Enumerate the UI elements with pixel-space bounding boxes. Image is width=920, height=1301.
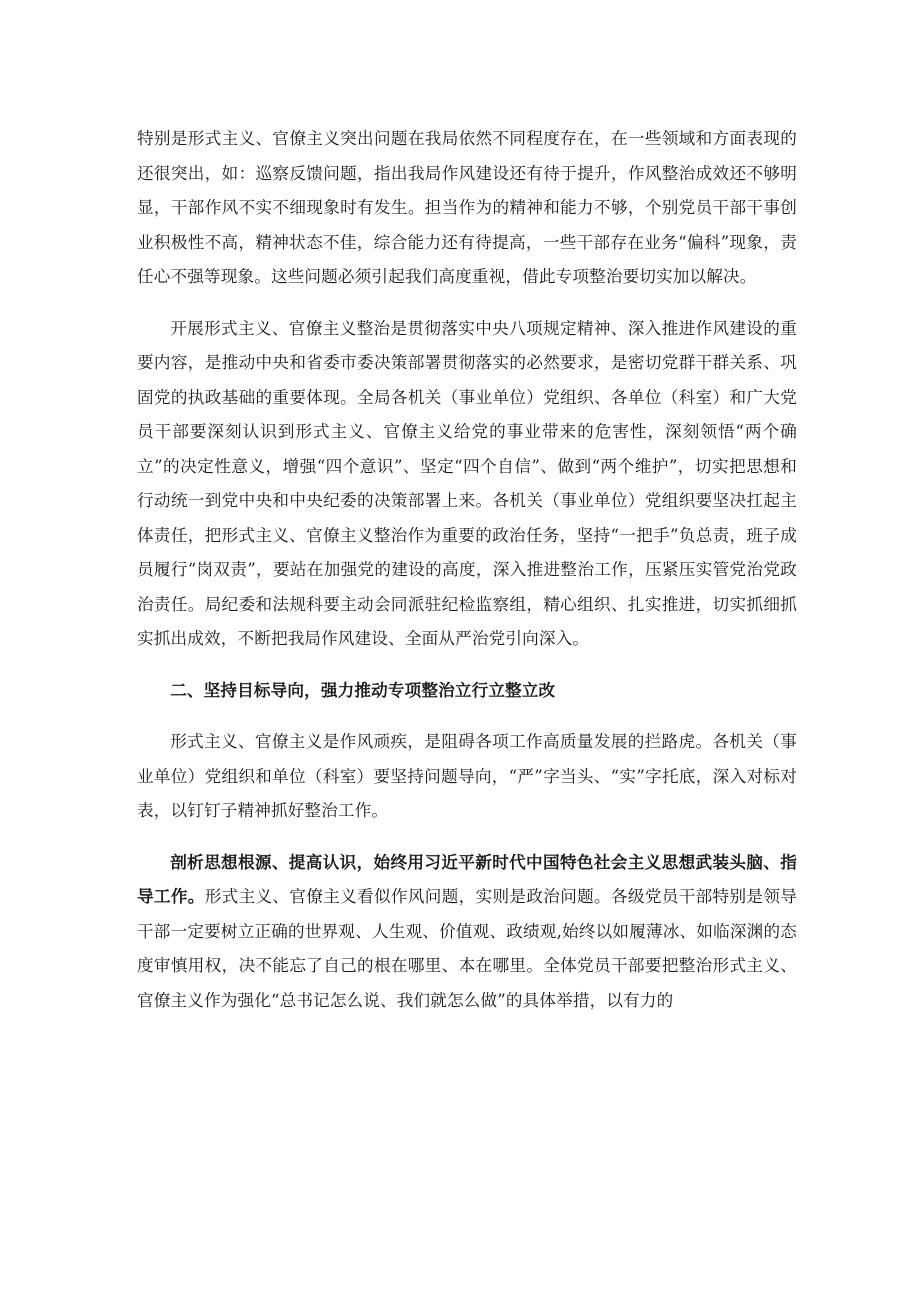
paragraph-3: 形式主义、官僚主义是作风顽疾，是阻碍各项工作高质量发展的拦路虎。各机关（事业单位）党组织和单位（科室）要坚持问题导向，“严”字当头、“实”字托底，深入对标对表，以钉钉子精神抓好整治工作。 (137, 732, 797, 820)
paragraph-4-lead: 剖析思想根源、提高认识，始终用习近平新时代中国特色社会主义思想武装头脑、指导工作。 (137, 852, 797, 906)
paragraph-4 (137, 846, 797, 1019)
paragraph-2: 开展形式主义、官僚主义整治是贯彻落实中央八项规定精神、深入推进作风建设的重要内容，是推动中央和省委市委决策部署贯彻落实的必然要求，是密切党群干群关系、巩固党的执政基础的重要体现。全局各机关（事业单位）党组织、各单位（科室）和广大党员干部要深刻认识到形式主义、官僚主义给党的事业带来的危害性，深刻领悟“两个确立”的决定性意义，增强“四个意识”、坚定“四个自信”、做到“两个维护”，切实把思想和行动统一到党中央和中央纪委的决策部署上来。各机关（事业单位）党组织要坚决扛起主体责任，把形式主义、官僚主义整治作为重要的政治任务，坚持“一把手”负总责，班子成员履行“岗双责”，要站在加强党的建设的高度，深入推进整治工作，压紧压实管党治党政治责任。局纪委和法规科要主动会同派驻纪检监察组，精心组织、扎实推进，切实抓细抓实抓出成效，不断把我局作风建设、全面从严治党引向深入。 (137, 318, 797, 648)
paragraph-4-body: 形式主义、官僚主义看似作风问题，实则是政治问题。各级党员干部特别是领导干部一定要树立正确的世界观、人生观、价值观、政绩观,始终以如履薄冰、如临深渊的态度审慎用权，决不能忘了自己的根在哪里、本在哪里。全体党员干部要把整治形式主义、官僚主义作为强化“总书记怎么说、我们就怎么做”的具体举措，以有力的 (137, 887, 797, 1010)
section-heading-2: 二、坚持目标导向，强力推动专项整治立行立整立改 (170, 680, 556, 700)
paragraph-1: 特别是形式主义、官僚主义突出问题在我局依然不同程度存在，在一些领域和方面表现的还很突出，如：巡察反馈问题，指出我局作风建设还有待于提升，作风整治成效还不够明显，干部作风不实不细现象时有发生。担当作为的精神和能力不够，个别党员干部干事创业积极性不高，精神状态不佳，综合能力还有待提高，一些干部存在业务“偏科”现象，责任心不强等现象。这些问题必须引起我们高度重视，借此专项整治要切实加以解决。 (137, 129, 797, 286)
document-body (137, 122, 797, 1035)
